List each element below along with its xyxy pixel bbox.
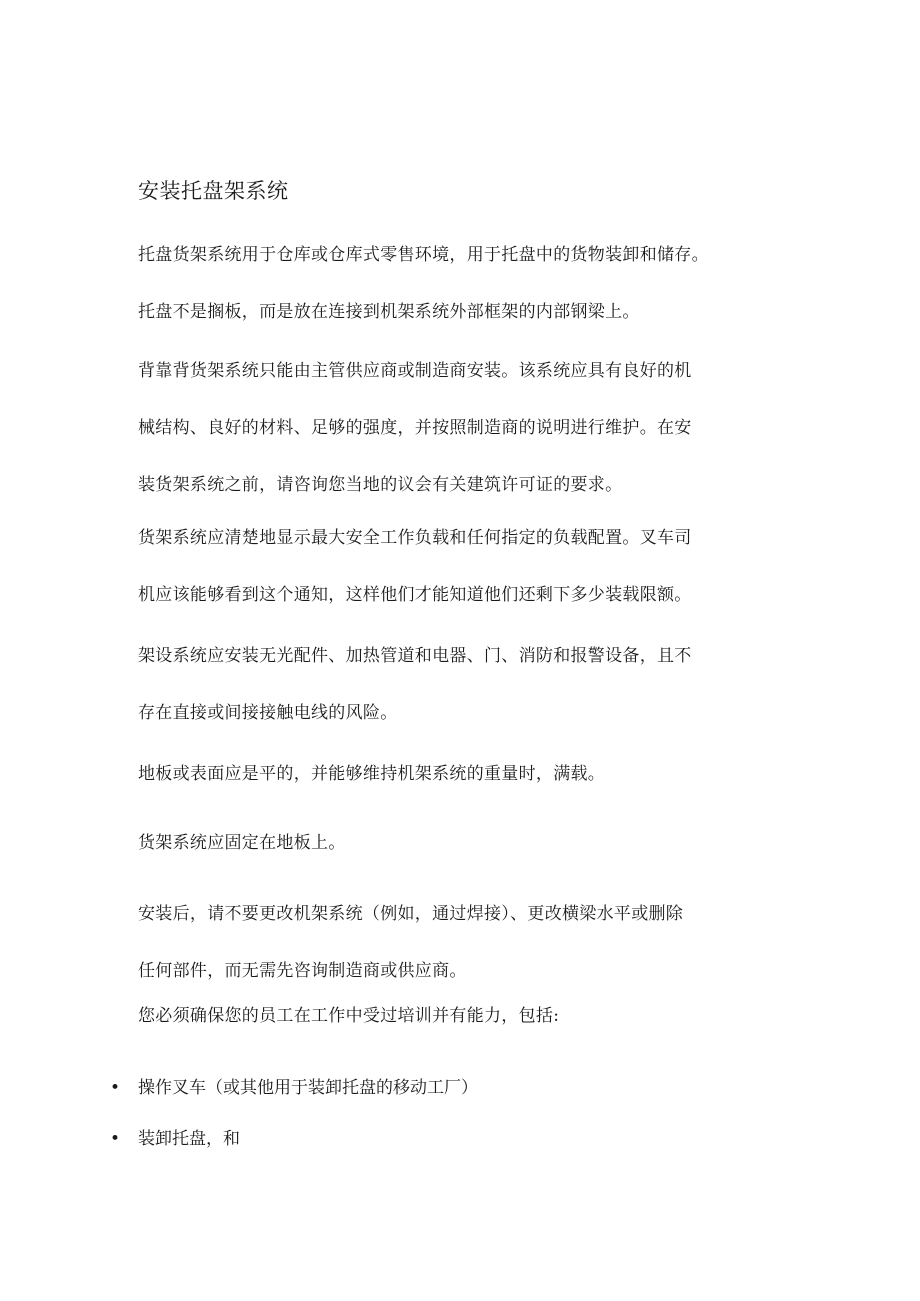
list-item-text: 装卸托盘，和 <box>138 1129 240 1149</box>
paragraph-line: 械结构、良好的材料、足够的强度，并按照制造商的说明进行维护。在安 <box>138 418 692 438</box>
paragraph-floor <box>138 746 798 803</box>
bullet-marker: • <box>110 1129 121 1149</box>
paragraph-line: 存在直接或间接接触电线的风险。 <box>138 703 398 723</box>
paragraph-line: 装货架系统之前，请咨询您当地的议会有关建筑许可证的要求。 <box>138 475 623 495</box>
paragraph-line: 架设系统应安装无光配件、加热管道和电器、门、消防和报警设备，且不 <box>138 646 692 666</box>
paragraph-line: 机应该能够看到这个通知，这样他们才能知道他们还剩下多少装载限额。 <box>138 585 692 605</box>
paragraph-line: 您必须确保您的员工在工作中受过培训并有能力，包括: <box>138 1006 560 1026</box>
paragraph-line: 货架系统应固定在地板上。 <box>138 833 346 853</box>
paragraph-line: 安装后，请不要更改机架系统（例如，通过焊接）、更改横梁水平或删除 <box>138 904 684 924</box>
paragraph-line: 背靠背货架系统只能由主管供应商或制造商安装。该系统应具有良好的机 <box>138 361 692 381</box>
paragraph-line: 货架系统应清楚地显示最大安全工作负载和任何指定的负载配置。叉车司 <box>138 528 692 548</box>
paragraph-fittings <box>138 628 798 742</box>
paragraph-line: 地板或表面应是平的，并能够维持机架系统的重量时，满载。 <box>138 764 606 784</box>
list-item-text: 操作叉车（或其他用于装卸托盘的移动工厂） <box>138 1078 478 1098</box>
list-item <box>110 1073 478 1103</box>
page-title: 安装托盘架系统 <box>138 179 289 203</box>
paragraph-load-notice <box>138 510 798 624</box>
paragraph-training <box>138 988 798 1045</box>
paragraph-line: 托盘货架系统用于仓库或仓库式零售环境，用于托盘中的货物装卸和储存。 <box>138 245 709 265</box>
paragraph-installation <box>138 343 798 514</box>
paragraph-fixing <box>138 815 798 872</box>
list-item <box>110 1124 240 1154</box>
paragraph-usage <box>138 227 798 341</box>
paragraph-line: 任何部件，而无需先咨询制造商或供应商。 <box>138 961 467 981</box>
paragraph-modification <box>138 886 798 1000</box>
paragraph-line: 托盘不是搁板，而是放在连接到机架系统外部框架的内部钢梁上。 <box>138 302 640 322</box>
bullet-marker: • <box>110 1078 121 1098</box>
